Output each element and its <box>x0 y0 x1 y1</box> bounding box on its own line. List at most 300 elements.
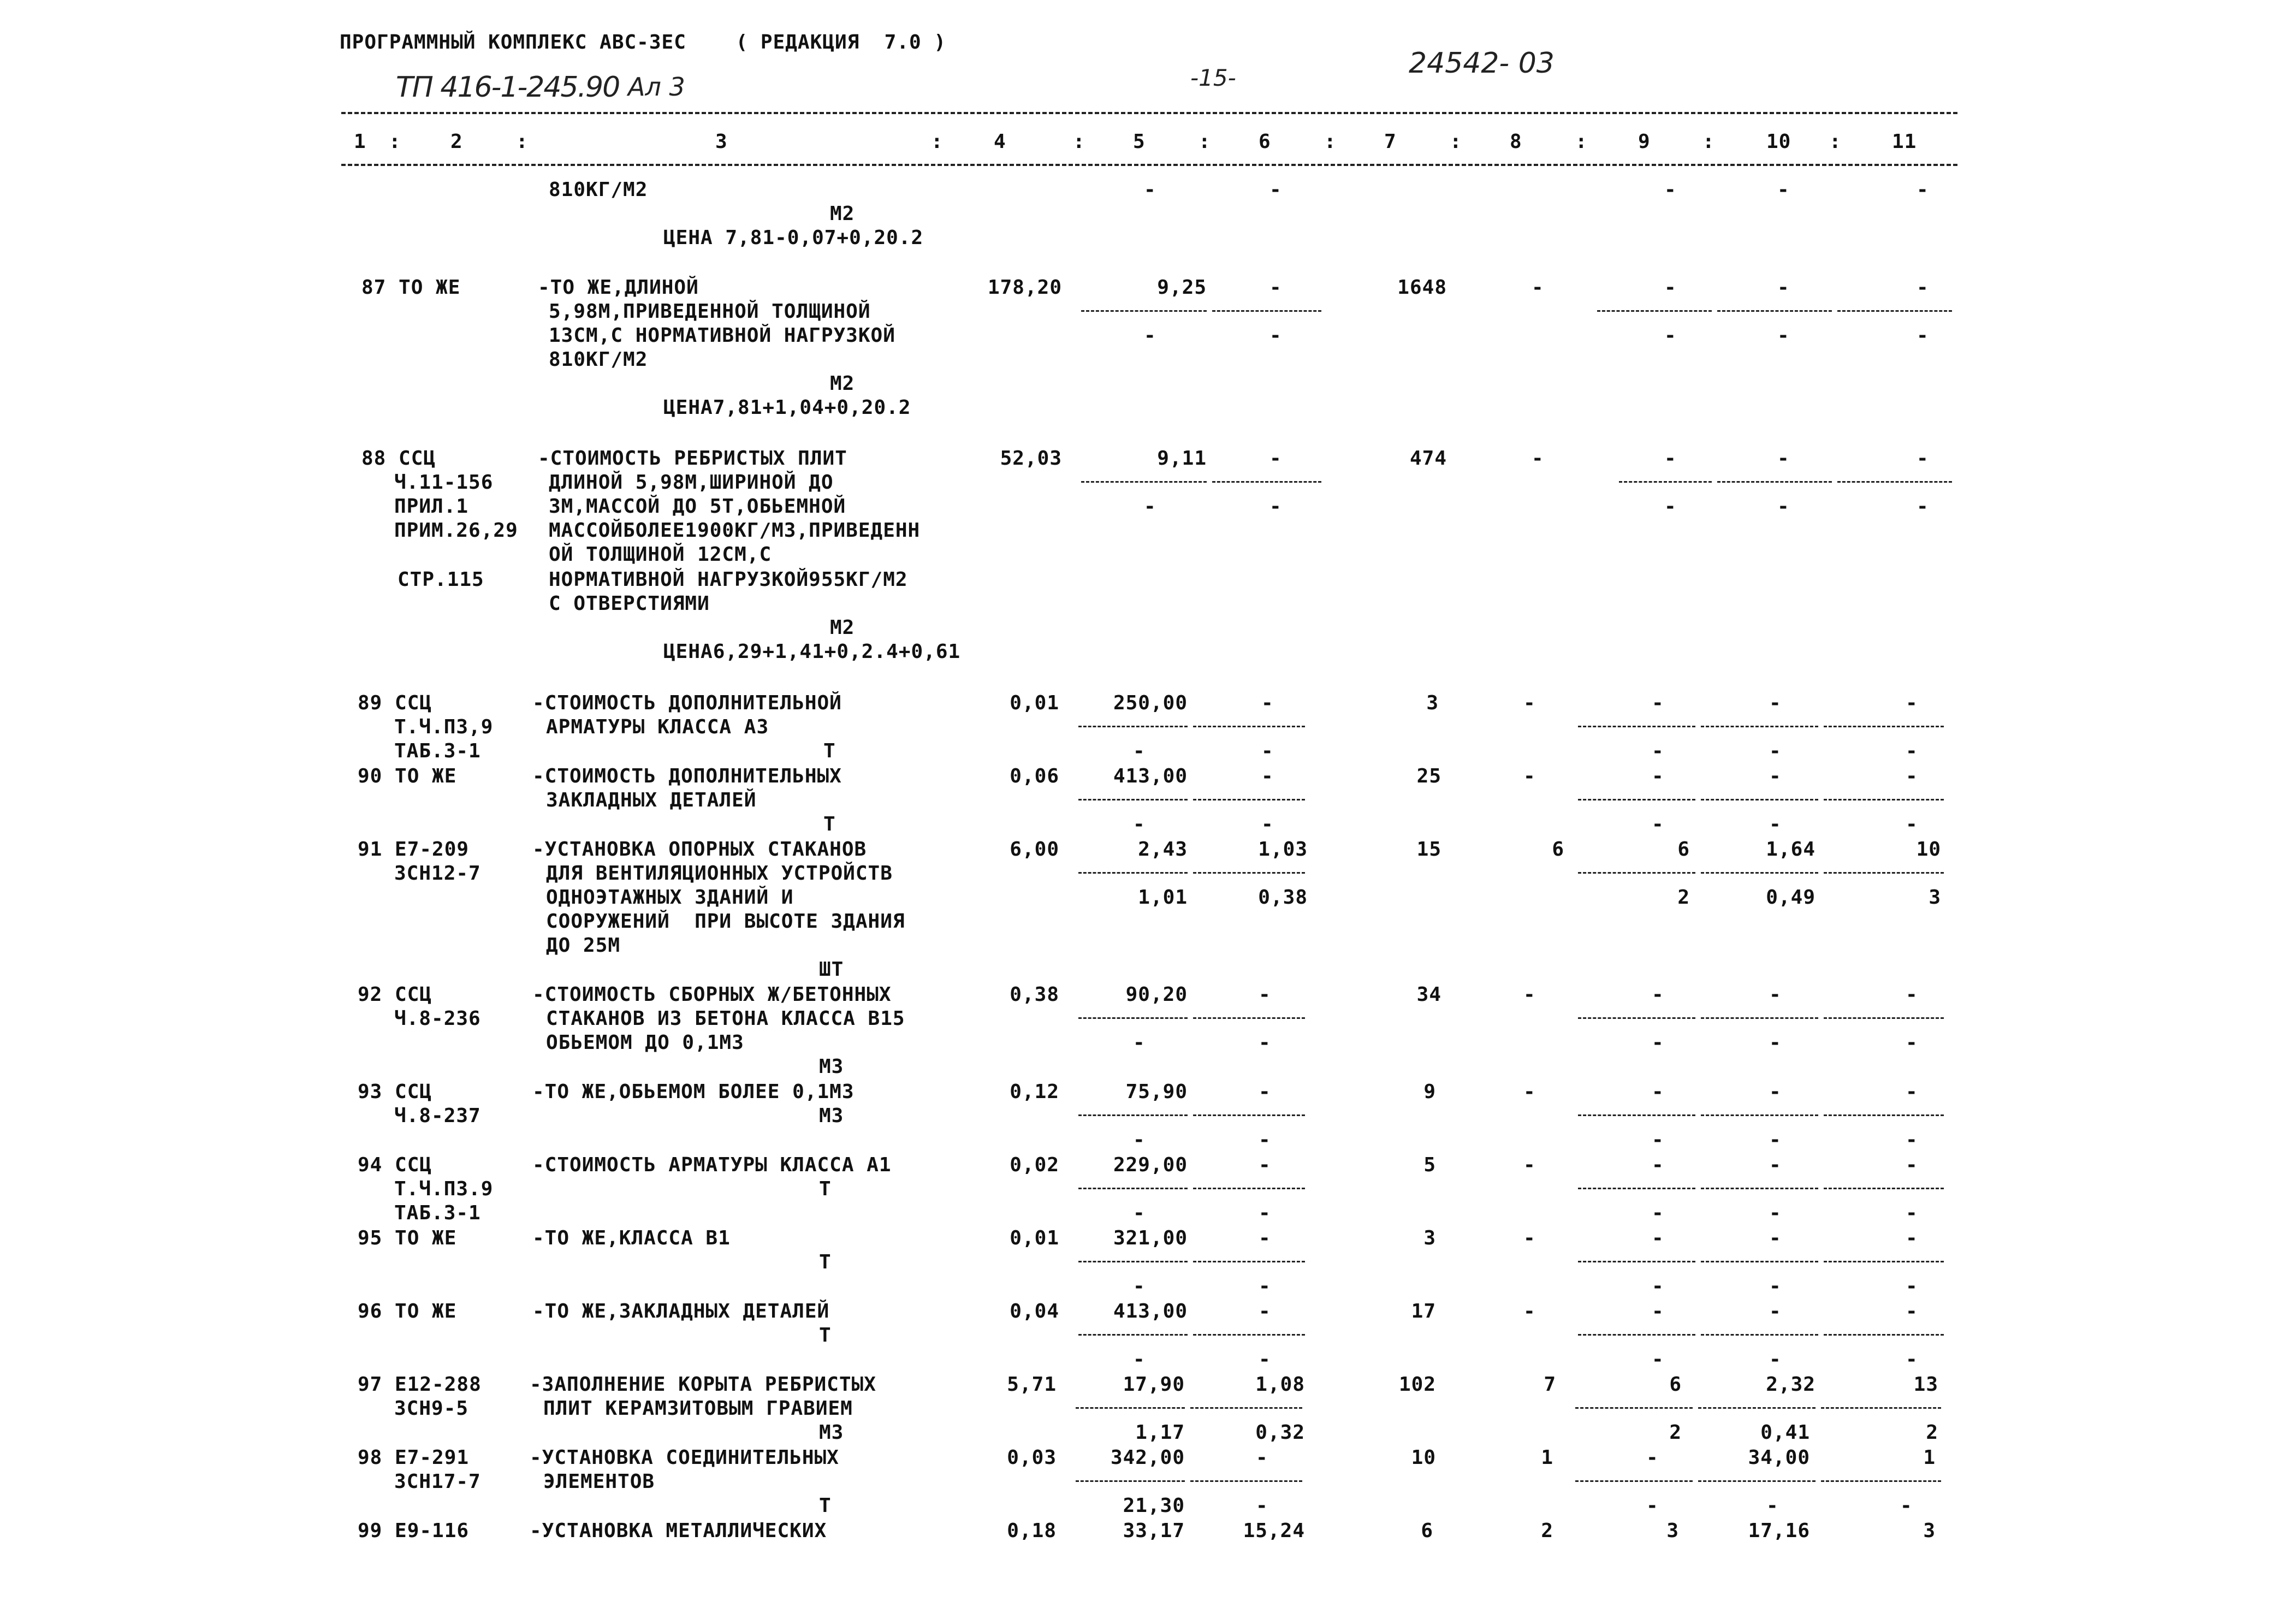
cell-col9-base: 2 <box>1677 886 1690 909</box>
cell-col4: 52,03 <box>1000 447 1062 470</box>
cell-col5: 413,00 <box>1113 765 1188 787</box>
divider <box>1212 481 1321 483</box>
dash: - <box>1769 1202 1782 1224</box>
dash: - <box>1269 179 1282 201</box>
divider <box>1190 1407 1302 1409</box>
cell-col4: 0,12 <box>1010 1081 1059 1103</box>
cell-col7: 3 <box>1426 692 1439 714</box>
col-sep: : <box>1199 131 1211 153</box>
cell-col8: 2 <box>1541 1520 1553 1542</box>
dash: - <box>1769 813 1782 835</box>
col-9: 9 <box>1638 131 1651 153</box>
cell-col10: 17,16 <box>1748 1520 1810 1542</box>
dash: - <box>1532 276 1544 299</box>
cell-col4: 178,20 <box>987 276 1062 299</box>
dash: - <box>1917 276 1929 299</box>
divider <box>1578 1334 1695 1336</box>
dash: - <box>1917 324 1929 347</box>
divider <box>1212 310 1321 312</box>
row-desc: 810КГ/М2 <box>549 179 648 201</box>
justification: ЗСН9-5 <box>394 1397 469 1420</box>
cell-col10: 34,00 <box>1748 1446 1810 1469</box>
cell-col5: 342,00 <box>1110 1446 1185 1469</box>
dash: - <box>1769 1031 1782 1054</box>
dash: - <box>1259 1202 1271 1224</box>
divider <box>1701 1188 1818 1189</box>
dash: - <box>1652 813 1664 835</box>
row-desc: -СТОИМОСТЬ РЕБРИСТЫХ ПЛИТ <box>538 447 847 470</box>
divider <box>1824 726 1944 727</box>
justification: Ч.8-237 <box>394 1105 481 1127</box>
dash: - <box>1259 1227 1271 1249</box>
justification: Т.Ч.П3,9 <box>394 716 494 738</box>
row-desc: -ТО ЖЕ,ДЛИНОЙ <box>538 276 699 299</box>
divider <box>1578 872 1695 874</box>
dash: - <box>1652 1031 1664 1054</box>
unit: Т <box>819 1178 832 1200</box>
col-6: 6 <box>1259 131 1271 153</box>
divider <box>1701 1261 1818 1262</box>
cell-col6-base: 0,38 <box>1258 886 1308 909</box>
dash: - <box>1523 1227 1536 1249</box>
cell-col11: 10 <box>1916 838 1941 861</box>
divider <box>1193 1017 1305 1019</box>
col-sep: : <box>1829 131 1842 153</box>
top-rule <box>341 112 1957 114</box>
col-8: 8 <box>1510 131 1522 153</box>
row-desc: -СТОИМОСТЬ ДОПОЛНИТЕЛЬНОЙ <box>532 692 842 714</box>
divider <box>1821 1407 1941 1409</box>
dash: - <box>1144 324 1156 347</box>
row-number: 93 ССЦ <box>358 1081 432 1103</box>
dash: - <box>1133 813 1146 835</box>
dash: - <box>1133 1031 1146 1054</box>
row-desc: -СТОИМОСТЬ АРМАТУРЫ КЛАССА А1 <box>532 1154 892 1176</box>
dash: - <box>1769 1348 1782 1371</box>
dash: - <box>1646 1495 1659 1517</box>
dash: - <box>1906 765 1918 787</box>
dash: - <box>1906 1081 1918 1103</box>
col-sep: : <box>1450 131 1462 153</box>
dash: - <box>1261 692 1274 714</box>
row-desc: ПЛИТ КЕРАМЗИТОВЫМ ГРАВИЕМ <box>543 1397 853 1420</box>
dash: - <box>1259 1300 1271 1323</box>
divider <box>1193 1188 1305 1189</box>
justification: Ч.11-156 <box>394 471 494 494</box>
dash: - <box>1523 1154 1536 1176</box>
col-sep: : <box>1575 131 1588 153</box>
dash: - <box>1906 1202 1918 1224</box>
col-2: 2 <box>450 131 463 153</box>
cell-col5-base: 1,01 <box>1138 886 1188 909</box>
col-sep: : <box>516 131 529 153</box>
col-sep: : <box>1324 131 1337 153</box>
col-1: 1 <box>354 131 366 153</box>
divider <box>1837 481 1952 483</box>
row-desc: -ТО ЖЕ,КЛАССА В1 <box>532 1227 731 1249</box>
cell-col7: 3 <box>1423 1227 1436 1249</box>
inventory-number: 24542- 03 <box>1409 47 1555 80</box>
unit: М3 <box>819 1421 844 1444</box>
divider <box>1078 1261 1188 1262</box>
dash: - <box>1259 1275 1271 1297</box>
dash: - <box>1133 1129 1146 1151</box>
divider <box>1824 1017 1944 1019</box>
divider <box>1717 310 1832 312</box>
dash: - <box>1652 1275 1664 1297</box>
justification: Т.Ч.П3.9 <box>394 1178 494 1200</box>
justification: ЗСН12-7 <box>394 862 481 885</box>
dash: - <box>1906 1227 1918 1249</box>
row-desc: ДЛЯ ВЕНТИЛЯЦИОННЫХ УСТРОЙСТВ <box>546 862 893 885</box>
dash: - <box>1259 1129 1271 1151</box>
dash: - <box>1769 983 1782 1006</box>
row-number: 94 ССЦ <box>358 1154 432 1176</box>
cell-col11-base: 2 <box>1926 1421 1938 1444</box>
col-11: 11 <box>1892 131 1917 153</box>
divider <box>1824 1261 1944 1262</box>
cell-col6: 15,24 <box>1243 1520 1305 1542</box>
row-number: 92 ССЦ <box>358 983 432 1006</box>
divider <box>1717 481 1832 483</box>
divider <box>1193 1334 1305 1336</box>
dash: - <box>1261 740 1274 762</box>
unit: М3 <box>819 1055 844 1078</box>
dash: - <box>1777 447 1790 470</box>
cell-col5-base: 1,17 <box>1135 1421 1185 1444</box>
dash: - <box>1144 495 1156 518</box>
divider <box>1821 1480 1941 1482</box>
unit: М3 <box>819 1105 844 1127</box>
dash: - <box>1769 1227 1782 1249</box>
divider <box>1081 310 1207 312</box>
row-desc: -УСТАНОВКА МЕТАЛЛИЧЕСКИХ <box>530 1520 827 1542</box>
dash: - <box>1532 447 1544 470</box>
cell-col7: 17 <box>1411 1300 1436 1323</box>
unit: Т <box>819 1251 832 1273</box>
divider <box>1078 1114 1188 1116</box>
dash: - <box>1769 1275 1782 1297</box>
dash: - <box>1769 1081 1782 1103</box>
dash: - <box>1646 1446 1659 1469</box>
dash: - <box>1652 1348 1664 1371</box>
header-rule <box>341 164 1957 166</box>
justification: ТАБ.3-1 <box>394 740 481 762</box>
row-desc: -ТО ЖЕ,ЗАКЛАДНЫХ ДЕТАЛЕЙ <box>532 1300 830 1323</box>
row-desc: СТАКАНОВ ИЗ БЕТОНА КЛАССА В15 <box>546 1007 905 1030</box>
dash: - <box>1769 692 1782 714</box>
cell-col8: 7 <box>1544 1373 1556 1396</box>
dash: - <box>1664 495 1677 518</box>
justification: ПРИЛ.1 <box>394 495 469 518</box>
divider <box>1578 1188 1695 1189</box>
divider <box>1701 872 1818 874</box>
justification: СТР.115 <box>398 568 484 591</box>
dash: - <box>1769 1129 1782 1151</box>
row-number: 91 Е7-209 <box>358 838 470 861</box>
justification: ПРИМ.26,29 <box>394 519 518 542</box>
dash: - <box>1769 765 1782 787</box>
row-number: 97 Е12-288 <box>358 1373 482 1396</box>
dash: - <box>1652 1300 1664 1323</box>
divider <box>1076 1480 1185 1482</box>
unit: Т <box>819 1495 832 1517</box>
divider <box>1575 1407 1693 1409</box>
justification: ЗСН17-7 <box>394 1470 481 1493</box>
row-number: 88 ССЦ <box>361 447 436 470</box>
dash: - <box>1259 1154 1271 1176</box>
dash: - <box>1256 1495 1268 1517</box>
dash: - <box>1523 765 1536 787</box>
cell-col4: 0,38 <box>1010 983 1059 1006</box>
col-4: 4 <box>994 131 1006 153</box>
cell-col4: 5,71 <box>1007 1373 1057 1396</box>
cell-col5: 250,00 <box>1113 692 1188 714</box>
dash: - <box>1652 1154 1664 1176</box>
divider <box>1824 1188 1944 1189</box>
dash: - <box>1133 1275 1146 1297</box>
row-desc: -СТОИМОСТЬ ДОПОЛНИТЕЛЬНЫХ <box>532 765 842 787</box>
justification: Ч.8-236 <box>394 1007 481 1030</box>
row-number: 95 ТО ЖЕ <box>358 1227 457 1249</box>
cell-col10-base: 0,41 <box>1760 1421 1810 1444</box>
divider <box>1078 1334 1188 1336</box>
unit: ШТ <box>819 958 844 981</box>
divider <box>1701 726 1818 727</box>
divider <box>1578 1017 1695 1019</box>
divider <box>1837 310 1952 312</box>
row-number: 90 ТО ЖЕ <box>358 765 457 787</box>
cell-col10: 2,32 <box>1766 1373 1816 1396</box>
cell-col7: 34 <box>1416 983 1441 1006</box>
row-desc: ОЙ ТОЛЩИНОЙ 12СМ,С <box>549 543 772 566</box>
divider <box>1078 872 1188 874</box>
col-10: 10 <box>1766 131 1791 153</box>
divider <box>1824 872 1944 874</box>
col-sep: : <box>389 131 401 153</box>
dash: - <box>1652 692 1664 714</box>
row-desc: ОДНОЭТАЖНЫХ ЗДАНИЙ И <box>546 886 794 909</box>
cell-col4: 0,02 <box>1010 1154 1059 1176</box>
dash: - <box>1769 1154 1782 1176</box>
divider <box>1578 1114 1695 1116</box>
row-desc: 3М,МАССОЙ ДО 5Т,ОБЬЕМНОЙ <box>549 495 846 518</box>
dash: - <box>1523 1300 1536 1323</box>
dash: - <box>1523 1081 1536 1103</box>
col-sep: : <box>1073 131 1085 153</box>
cell-col10-base: 0,49 <box>1766 886 1816 909</box>
divider <box>1824 799 1944 800</box>
row-desc: С ОТВЕРСТИЯМИ <box>549 592 710 615</box>
row-desc: АРМАТУРЫ КЛАССА А3 <box>546 716 769 738</box>
cell-col5: 17,90 <box>1123 1373 1185 1396</box>
dash: - <box>1664 179 1677 201</box>
divider <box>1578 1261 1695 1262</box>
dash: - <box>1269 276 1282 299</box>
dash: - <box>1259 1031 1271 1054</box>
divider <box>1078 1188 1188 1189</box>
divider <box>1575 1480 1693 1482</box>
dash: - <box>1777 495 1790 518</box>
program-header: ПРОГРАММНЫЙ КОМПЛЕКС АВС-3ЕС ( РЕДАКЦИЯ 7.0 ) <box>340 31 947 54</box>
cell-col11: 3 <box>1923 1520 1936 1542</box>
cell-col5: 9,25 <box>1157 276 1207 299</box>
divider <box>1578 799 1695 800</box>
row-desc: -УСТАНОВКА ОПОРНЫХ СТАКАНОВ <box>532 838 867 861</box>
row-number: 98 Е7-291 <box>358 1446 470 1469</box>
dash: - <box>1652 740 1664 762</box>
dash: - <box>1906 692 1918 714</box>
cell-col11: 1 <box>1923 1446 1936 1469</box>
divider <box>1701 799 1818 800</box>
row-desc: НОРМАТИВНОЙ НАГРУЗКОЙ955КГ/М2 <box>549 568 908 591</box>
price-formula: ЦЕНА6,29+1,41+0,2.4+0,61 <box>663 641 961 663</box>
divider <box>1619 481 1712 483</box>
dash: - <box>1777 179 1790 201</box>
dash: - <box>1261 813 1274 835</box>
divider <box>1193 799 1305 800</box>
dash: - <box>1900 1495 1913 1517</box>
row-desc: 13СМ,С НОРМАТИВНОЙ НАГРУЗКОЙ <box>549 324 895 347</box>
col-sep: : <box>931 131 944 153</box>
cell-col7: 474 <box>1409 447 1447 470</box>
cell-col4: 0,01 <box>1010 692 1059 714</box>
dash: - <box>1652 983 1664 1006</box>
dash: - <box>1652 1081 1664 1103</box>
cell-col11: 13 <box>1913 1373 1938 1396</box>
cell-col4: 0,06 <box>1010 765 1059 787</box>
dash: - <box>1523 692 1536 714</box>
cell-col4: 0,04 <box>1010 1300 1059 1323</box>
justification: ТАБ.3-1 <box>394 1202 481 1224</box>
cell-col5: 321,00 <box>1113 1227 1188 1249</box>
row-desc: 5,98М,ПРИВЕДЕННОЙ ТОЛЩИНОЙ <box>549 300 871 323</box>
divider <box>1701 1334 1818 1336</box>
divider <box>1698 1407 1816 1409</box>
col-3: 3 <box>715 131 728 153</box>
cell-col8: 6 <box>1552 838 1564 861</box>
cell-col7: 15 <box>1416 838 1441 861</box>
unit: М2 <box>830 372 855 395</box>
dash: - <box>1133 1202 1146 1224</box>
price-formula: ЦЕНА7,81+1,04+0,20.2 <box>663 396 911 419</box>
divider <box>1078 726 1188 727</box>
divider <box>1824 1334 1944 1336</box>
cell-col9: 6 <box>1669 1373 1682 1396</box>
cell-col5: 90,20 <box>1125 983 1188 1006</box>
dash: - <box>1906 983 1918 1006</box>
cell-col4: 0,03 <box>1007 1446 1057 1469</box>
divider <box>1193 872 1305 874</box>
dash: - <box>1917 447 1929 470</box>
dash: - <box>1259 983 1271 1006</box>
cell-col4: 6,00 <box>1010 838 1059 861</box>
divider <box>1578 726 1695 727</box>
row-desc: 810КГ/М2 <box>549 348 648 371</box>
dash: - <box>1917 179 1929 201</box>
dash: - <box>1261 765 1274 787</box>
divider <box>1190 1480 1302 1482</box>
dash: - <box>1256 1446 1268 1469</box>
dash: - <box>1906 1275 1918 1297</box>
cell-col4: 0,18 <box>1007 1520 1057 1542</box>
cell-col7: 25 <box>1416 765 1441 787</box>
row-desc: ДО 25М <box>546 934 621 957</box>
dash: - <box>1269 447 1282 470</box>
dash: - <box>1259 1348 1271 1371</box>
dash: - <box>1269 324 1282 347</box>
col-sep: : <box>1702 131 1715 153</box>
divider <box>1078 799 1188 800</box>
row-desc: ДЛИНОЙ 5,98М,ШИРИНОЙ ДО <box>549 471 834 494</box>
cell-col7: 1648 <box>1397 276 1447 299</box>
col-7: 7 <box>1384 131 1397 153</box>
cell-col7: 5 <box>1423 1154 1436 1176</box>
divider <box>1698 1480 1816 1482</box>
price-formula: ЦЕНА 7,81-0,07+0,20.2 <box>663 227 924 249</box>
cell-col9: 3 <box>1666 1520 1679 1542</box>
row-number: 99 Е9-116 <box>358 1520 470 1542</box>
cell-col5: 229,00 <box>1113 1154 1188 1176</box>
cell-col4: 0,01 <box>1010 1227 1059 1249</box>
dash: - <box>1906 1154 1918 1176</box>
divider <box>1081 481 1207 483</box>
dash: - <box>1652 1129 1664 1151</box>
cell-col11-base: 3 <box>1929 886 1941 909</box>
dash: - <box>1906 1031 1918 1054</box>
divider <box>1597 310 1712 312</box>
cell-col7: 102 <box>1398 1373 1436 1396</box>
dash: - <box>1652 1202 1664 1224</box>
dash: - <box>1917 495 1929 518</box>
dash: - <box>1906 1129 1918 1151</box>
row-desc: ЭЛЕМЕНТОВ <box>543 1470 655 1493</box>
divider <box>1193 1261 1305 1262</box>
cell-col5: 413,00 <box>1113 1300 1188 1323</box>
row-number: 96 ТО ЖЕ <box>358 1300 457 1323</box>
cell-col5: 2,43 <box>1138 838 1188 861</box>
dash: - <box>1523 983 1536 1006</box>
divider <box>1193 726 1305 727</box>
dash: - <box>1664 324 1677 347</box>
dash: - <box>1652 1227 1664 1249</box>
unit: Т <box>819 1324 832 1347</box>
dash: - <box>1906 1348 1918 1371</box>
divider <box>1701 1017 1818 1019</box>
row-number: 89 ССЦ <box>358 692 432 714</box>
dash: - <box>1777 324 1790 347</box>
unit: М2 <box>830 203 855 225</box>
dash: - <box>1269 495 1282 518</box>
cell-col6: 1,03 <box>1258 838 1308 861</box>
cell-col7: 9 <box>1423 1081 1436 1103</box>
row-desc: ЗАКЛАДНЫХ ДЕТАЛЕЙ <box>546 789 757 811</box>
row-desc: -ЗАПОЛНЕНИЕ КОРЫТА РЕБРИСТЫХ <box>530 1373 876 1396</box>
dash: - <box>1259 1081 1271 1103</box>
divider <box>1193 1114 1305 1116</box>
doc-code: ТП 416-1-245.90 <box>396 71 620 104</box>
cell-col6: 1,08 <box>1255 1373 1305 1396</box>
divider <box>1824 1114 1944 1116</box>
dash: - <box>1769 740 1782 762</box>
dash: - <box>1777 276 1790 299</box>
unit: М2 <box>830 616 855 639</box>
unit: Т <box>823 813 836 835</box>
row-desc: МАССОЙБОЛЕЕ1900КГ/М3,ПРИВЕДЕНН <box>549 519 921 542</box>
col-5: 5 <box>1133 131 1146 153</box>
cell-col8: 1 <box>1541 1446 1553 1469</box>
dash: - <box>1906 1300 1918 1323</box>
